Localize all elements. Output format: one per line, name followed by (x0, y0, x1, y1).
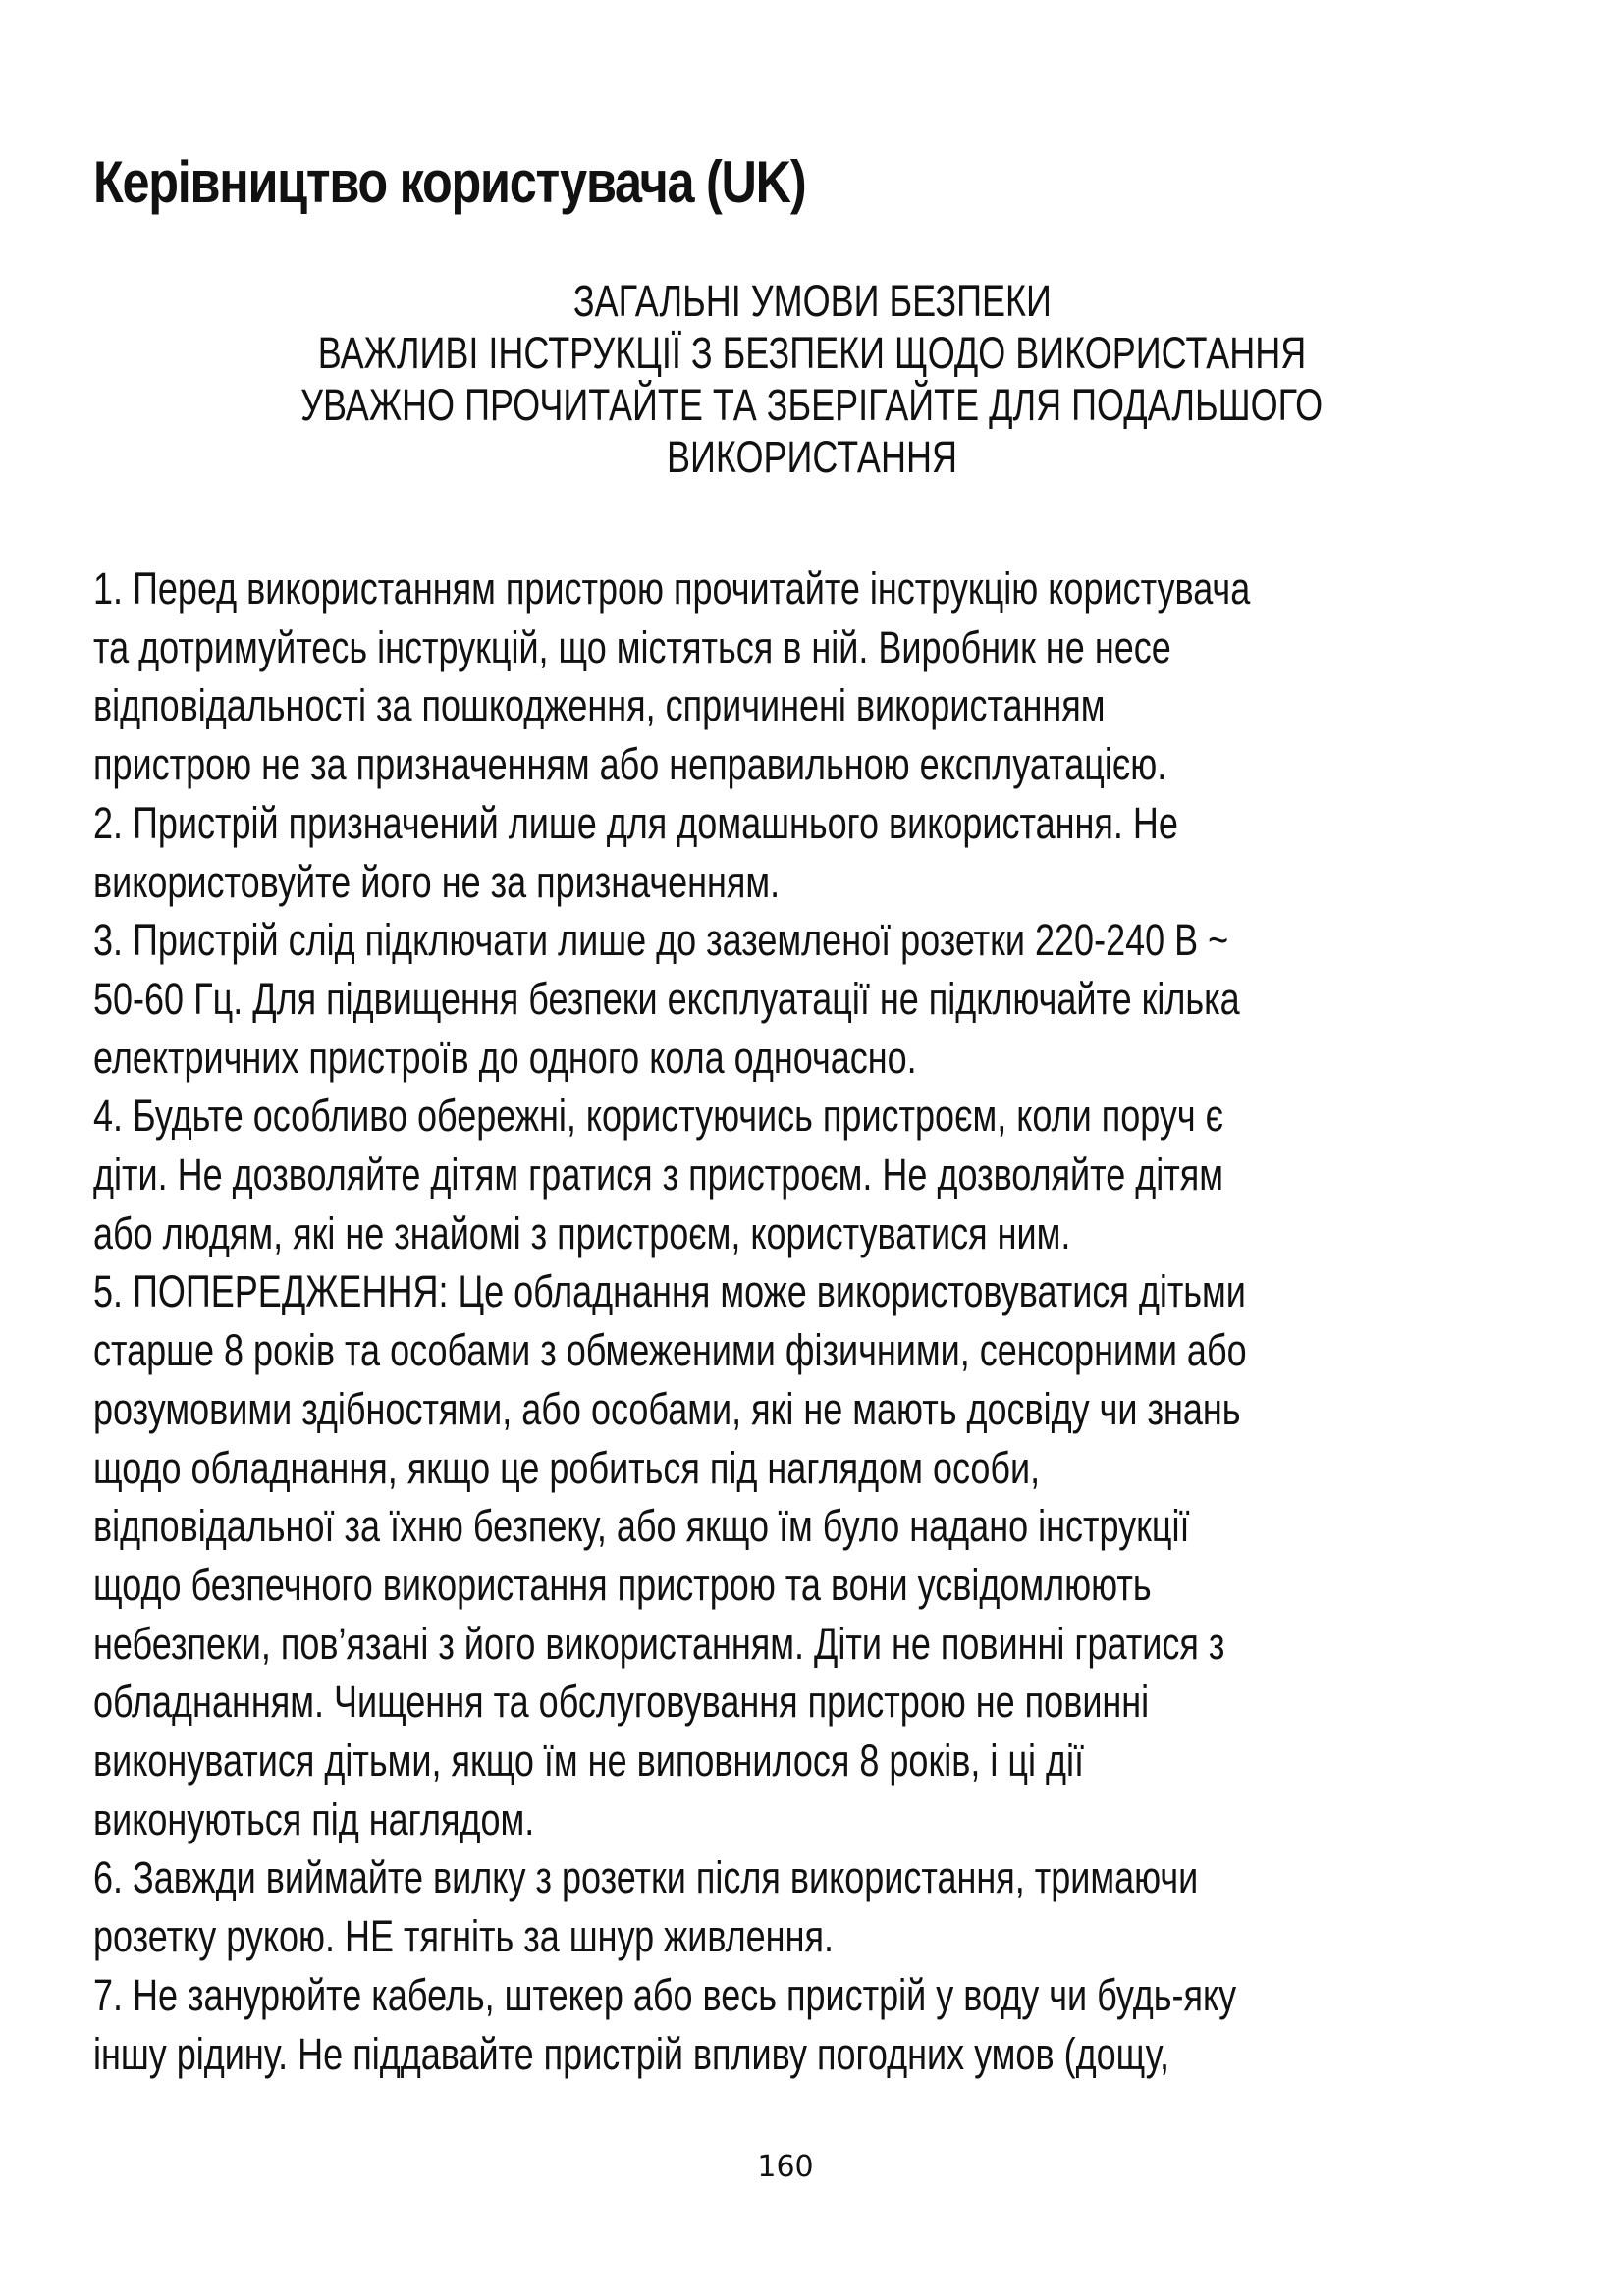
instruction-line: 2. Пристрій призначений лише для домашнього використання. Не (93, 797, 1178, 848)
instruction-line: виконуються під наглядом. (93, 1793, 535, 1844)
safety-header-text: ВИКОРИСТАННЯ (667, 432, 957, 482)
instruction-line: небезпеки, пов’язані з його використанням. Діти не повинні гратися з (93, 1618, 1225, 1669)
instruction-line: використовуйте його не за призначенням. (93, 856, 781, 907)
instruction-line: 5. ПОПЕРЕДЖЕННЯ: Це обладнання може використовуватися дітьми (93, 1266, 1246, 1317)
safety-instructions (93, 560, 1540, 2083)
instruction-line: щодо обладнання, якщо це робиться під наглядом особи, (93, 1442, 1041, 1493)
instruction-line: та дотримуйтесь інструкцій, що містяться в ній. Виробник не несе (93, 621, 1171, 672)
safety-header-text: ВАЖЛИВІ ІНСТРУКЦІЇ З БЕЗПЕКИ ЩОДО ВИКОРИСТАННЯ (317, 328, 1307, 378)
safety-header-line (0, 275, 1624, 327)
instruction-line: обладнанням. Чищення та обслуговування пристрою не повинні (93, 1677, 1150, 1728)
instruction-line: або людям, які не знайомі з пристроєм, користуватися ним. (93, 1207, 1071, 1258)
safety-header (0, 275, 1624, 483)
safety-header-line (0, 379, 1624, 431)
instruction-line: 1. Перед використанням пристрою прочитайте інструкцію користувача (93, 563, 1251, 614)
instruction-line: відповідальності за пошкодження, спричинені використанням (93, 680, 1106, 731)
instruction-line: іншу рідину. Не піддавайте пристрій впливу погодних умов (дощу, (93, 2028, 1170, 2079)
safety-header-text: ЗАГАЛЬНІ УМОВИ БЕЗПЕКИ (572, 276, 1052, 326)
instruction-line: 3. Пристрій слід підключати лише до заземленої розетки 220-240 В ~ (93, 915, 1229, 966)
instruction-line: виконуватися дітьми, якщо їм не виповнилося 8 років, і ці дії (93, 1735, 1084, 1787)
instruction-line: пристрою не за призначенням або неправильною експлуатацією. (93, 739, 1167, 790)
instruction-line: діти. Не дозволяйте дітям гратися з пристроєм. Не дозволяйте дітям (93, 1149, 1223, 1201)
instruction-line: щодо безпечного використання пристрою та вони усвідомлюють (93, 1559, 1152, 1610)
instruction-line: розумовими здібностями, або особами, які не мають досвіду чи знань (93, 1383, 1241, 1434)
safety-header-text: УВАЖНО ПРОЧИТАЙТЕ ТА ЗБЕРІГАЙТЕ ДЛЯ ПОДАЛЬШОГО (300, 380, 1324, 430)
instruction-line: старше 8 років та особами з обмеженими фізичними, сенсорними або (93, 1325, 1247, 1376)
instruction-line: розетку рукою. НЕ тягніть за шнур живлення. (93, 1911, 834, 1962)
safety-header-line (0, 327, 1624, 379)
page-title: Керівництво користувача (UK) (93, 149, 806, 215)
page-number: 160 (757, 2150, 814, 2184)
instruction-line: 6. Завжди виймайте вилку з розетки після використання, тримаючи (93, 1852, 1199, 1903)
instruction-line: 4. Будьте особливо обережні, користуючись пристроєм, коли поруч є (93, 1091, 1223, 1142)
instruction-line: 50-60 Гц. Для підвищення безпеки експлуатації не підключайте кілька (93, 973, 1240, 1024)
instruction-line: 7. Не занурюйте кабель, штекер або весь пристрій у воду чи будь-яку (93, 1969, 1237, 2020)
safety-header-line (0, 431, 1624, 483)
instruction-line: електричних пристроїв до одного кола одночасно. (93, 1032, 917, 1083)
instruction-line: відповідальної за їхню безпеку, або якщо їм було надано інструкції (93, 1501, 1190, 1552)
